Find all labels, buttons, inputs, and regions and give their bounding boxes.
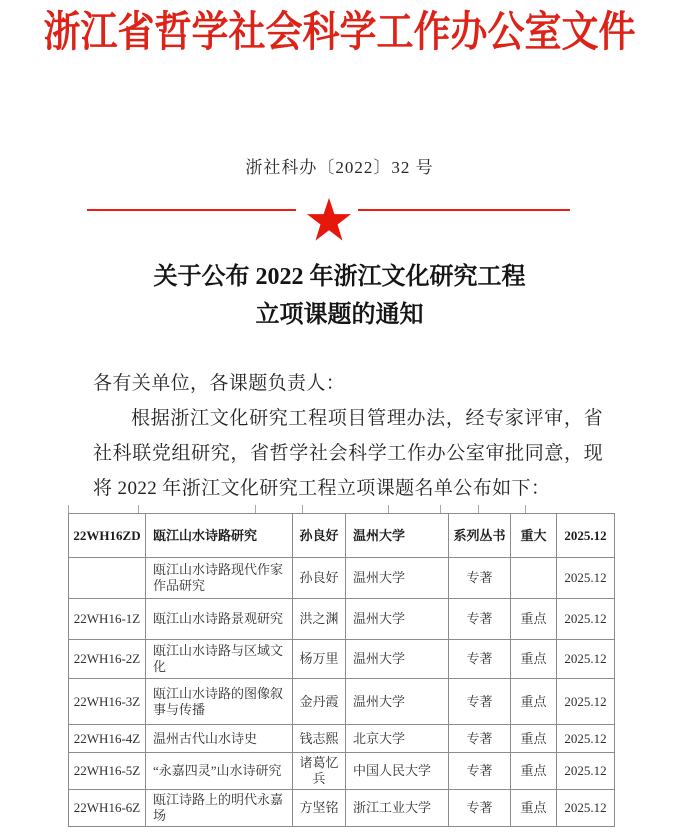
red-line-left — [87, 209, 296, 211]
project-unit-cell: 温州大学 — [346, 640, 449, 679]
project-form-cell: 专著 — [449, 790, 511, 827]
project-leader-cell: 孙良好 — [293, 558, 346, 599]
table-row — [69, 725, 615, 753]
red-line-right — [358, 209, 570, 211]
project-date-cell: 2025.12 — [557, 558, 615, 599]
red-star-icon — [306, 197, 352, 242]
project-table — [68, 513, 615, 827]
project-level-cell: 重大 — [511, 514, 557, 558]
project-level-cell: 重点 — [511, 725, 557, 753]
table-row — [69, 558, 615, 599]
doc-number: 浙社科办〔2022〕32 号 — [245, 158, 434, 177]
project-id-cell: 22WH16-4Z — [69, 725, 146, 753]
project-unit-cell: 温州大学 — [346, 558, 449, 599]
project-form-cell: 专著 — [449, 753, 511, 790]
project-unit-cell: 中国人民大学 — [346, 753, 449, 790]
project-level-cell: 重点 — [511, 640, 557, 679]
project-leader-cell: 洪之渊 — [293, 599, 346, 640]
table-row — [69, 514, 615, 558]
table-border-stub — [388, 505, 389, 513]
project-title-cell: “永嘉四灵”山水诗研究 — [146, 753, 293, 790]
project-form-cell: 专著 — [449, 679, 511, 725]
project-title-cell: 瓯江山水诗路景观研究 — [146, 599, 293, 640]
project-level-cell: 重点 — [511, 599, 557, 640]
body-paragraph: 根据浙江文化研究工程项目管理办法，经专家评审，省社科联党组研究，省哲学社会科学工作办公室审批同意，现将 2022 年浙江文化研究工程立项课题名单公布如下： — [93, 408, 603, 499]
project-id-cell: 22WH16ZD — [69, 514, 146, 558]
table-border-stub — [68, 505, 69, 513]
project-title-cell: 温州古代山水诗史 — [146, 725, 293, 753]
project-title-cell: 瓯江山水诗路现代作家作品研究 — [146, 558, 293, 599]
project-title-cell: 瓯江山水诗路与区域文化 — [146, 640, 293, 679]
project-table-body — [69, 514, 615, 827]
project-level-cell — [511, 558, 557, 599]
project-unit-cell: 北京大学 — [346, 725, 449, 753]
notice-title-line2: 立项课题的通知 — [255, 302, 424, 328]
project-date-cell: 2025.12 — [557, 514, 615, 558]
table-border-stub — [255, 505, 256, 513]
document-header-title: 浙江省哲学社会科学工作办公室文件 — [43, 9, 636, 57]
project-form-cell: 专著 — [449, 640, 511, 679]
project-title-cell: 瓯江山水诗路研究 — [146, 514, 293, 558]
project-form-cell: 专著 — [449, 558, 511, 599]
notice-body — [93, 366, 603, 506]
project-table-area — [68, 505, 615, 827]
project-leader-cell: 孙良好 — [293, 514, 346, 558]
project-unit-cell: 温州大学 — [346, 514, 449, 558]
table-border-stub — [302, 505, 303, 513]
project-form-cell: 专著 — [449, 599, 511, 640]
project-unit-cell: 温州大学 — [346, 679, 449, 725]
table-row — [69, 753, 615, 790]
project-leader-cell: 杨万里 — [293, 640, 346, 679]
project-date-cell: 2025.12 — [557, 640, 615, 679]
notice-title-line1: 关于公布 2022 年浙江文化研究工程 — [153, 264, 526, 290]
project-id-cell: 22WH16-2Z — [69, 640, 146, 679]
project-leader-cell: 方坚铭 — [293, 790, 346, 827]
project-form-cell: 专著 — [449, 725, 511, 753]
project-id-cell: 22WH16-3Z — [69, 679, 146, 725]
project-id-cell: 22WH16-5Z — [69, 753, 146, 790]
table-border-stub — [440, 505, 441, 513]
project-leader-cell: 金丹霞 — [293, 679, 346, 725]
project-id-cell: 22WH16-1Z — [69, 599, 146, 640]
project-title-cell: 瓯江山水诗路的图像叙事与传播 — [146, 679, 293, 725]
project-leader-cell: 诸葛忆兵 — [293, 753, 346, 790]
project-title-cell: 瓯江诗路上的明代永嘉场 — [146, 790, 293, 827]
project-date-cell: 2025.12 — [557, 679, 615, 725]
project-id-cell: 22WH16-6Z — [69, 790, 146, 827]
project-level-cell: 重点 — [511, 790, 557, 827]
separator — [87, 195, 570, 245]
table-border-stub — [525, 505, 526, 513]
project-date-cell: 2025.12 — [557, 725, 615, 753]
project-form-cell: 系列丛书 — [449, 514, 511, 558]
table-row — [69, 599, 615, 640]
project-unit-cell: 温州大学 — [346, 599, 449, 640]
table-top-stubs — [68, 505, 615, 513]
table-border-stub — [478, 505, 479, 513]
table-row — [69, 679, 615, 725]
project-id-cell — [69, 558, 146, 599]
salutation: 各有关单位，各课题负责人： — [93, 373, 346, 394]
table-row — [69, 790, 615, 827]
project-level-cell: 重点 — [511, 679, 557, 725]
project-date-cell: 2025.12 — [557, 753, 615, 790]
table-row — [69, 640, 615, 679]
project-date-cell: 2025.12 — [557, 599, 615, 640]
project-date-cell: 2025.12 — [557, 790, 615, 827]
notice-title — [0, 258, 679, 334]
project-leader-cell: 钱志熙 — [293, 725, 346, 753]
project-level-cell: 重点 — [511, 753, 557, 790]
project-unit-cell: 浙江工业大学 — [346, 790, 449, 827]
table-border-stub — [138, 505, 139, 513]
